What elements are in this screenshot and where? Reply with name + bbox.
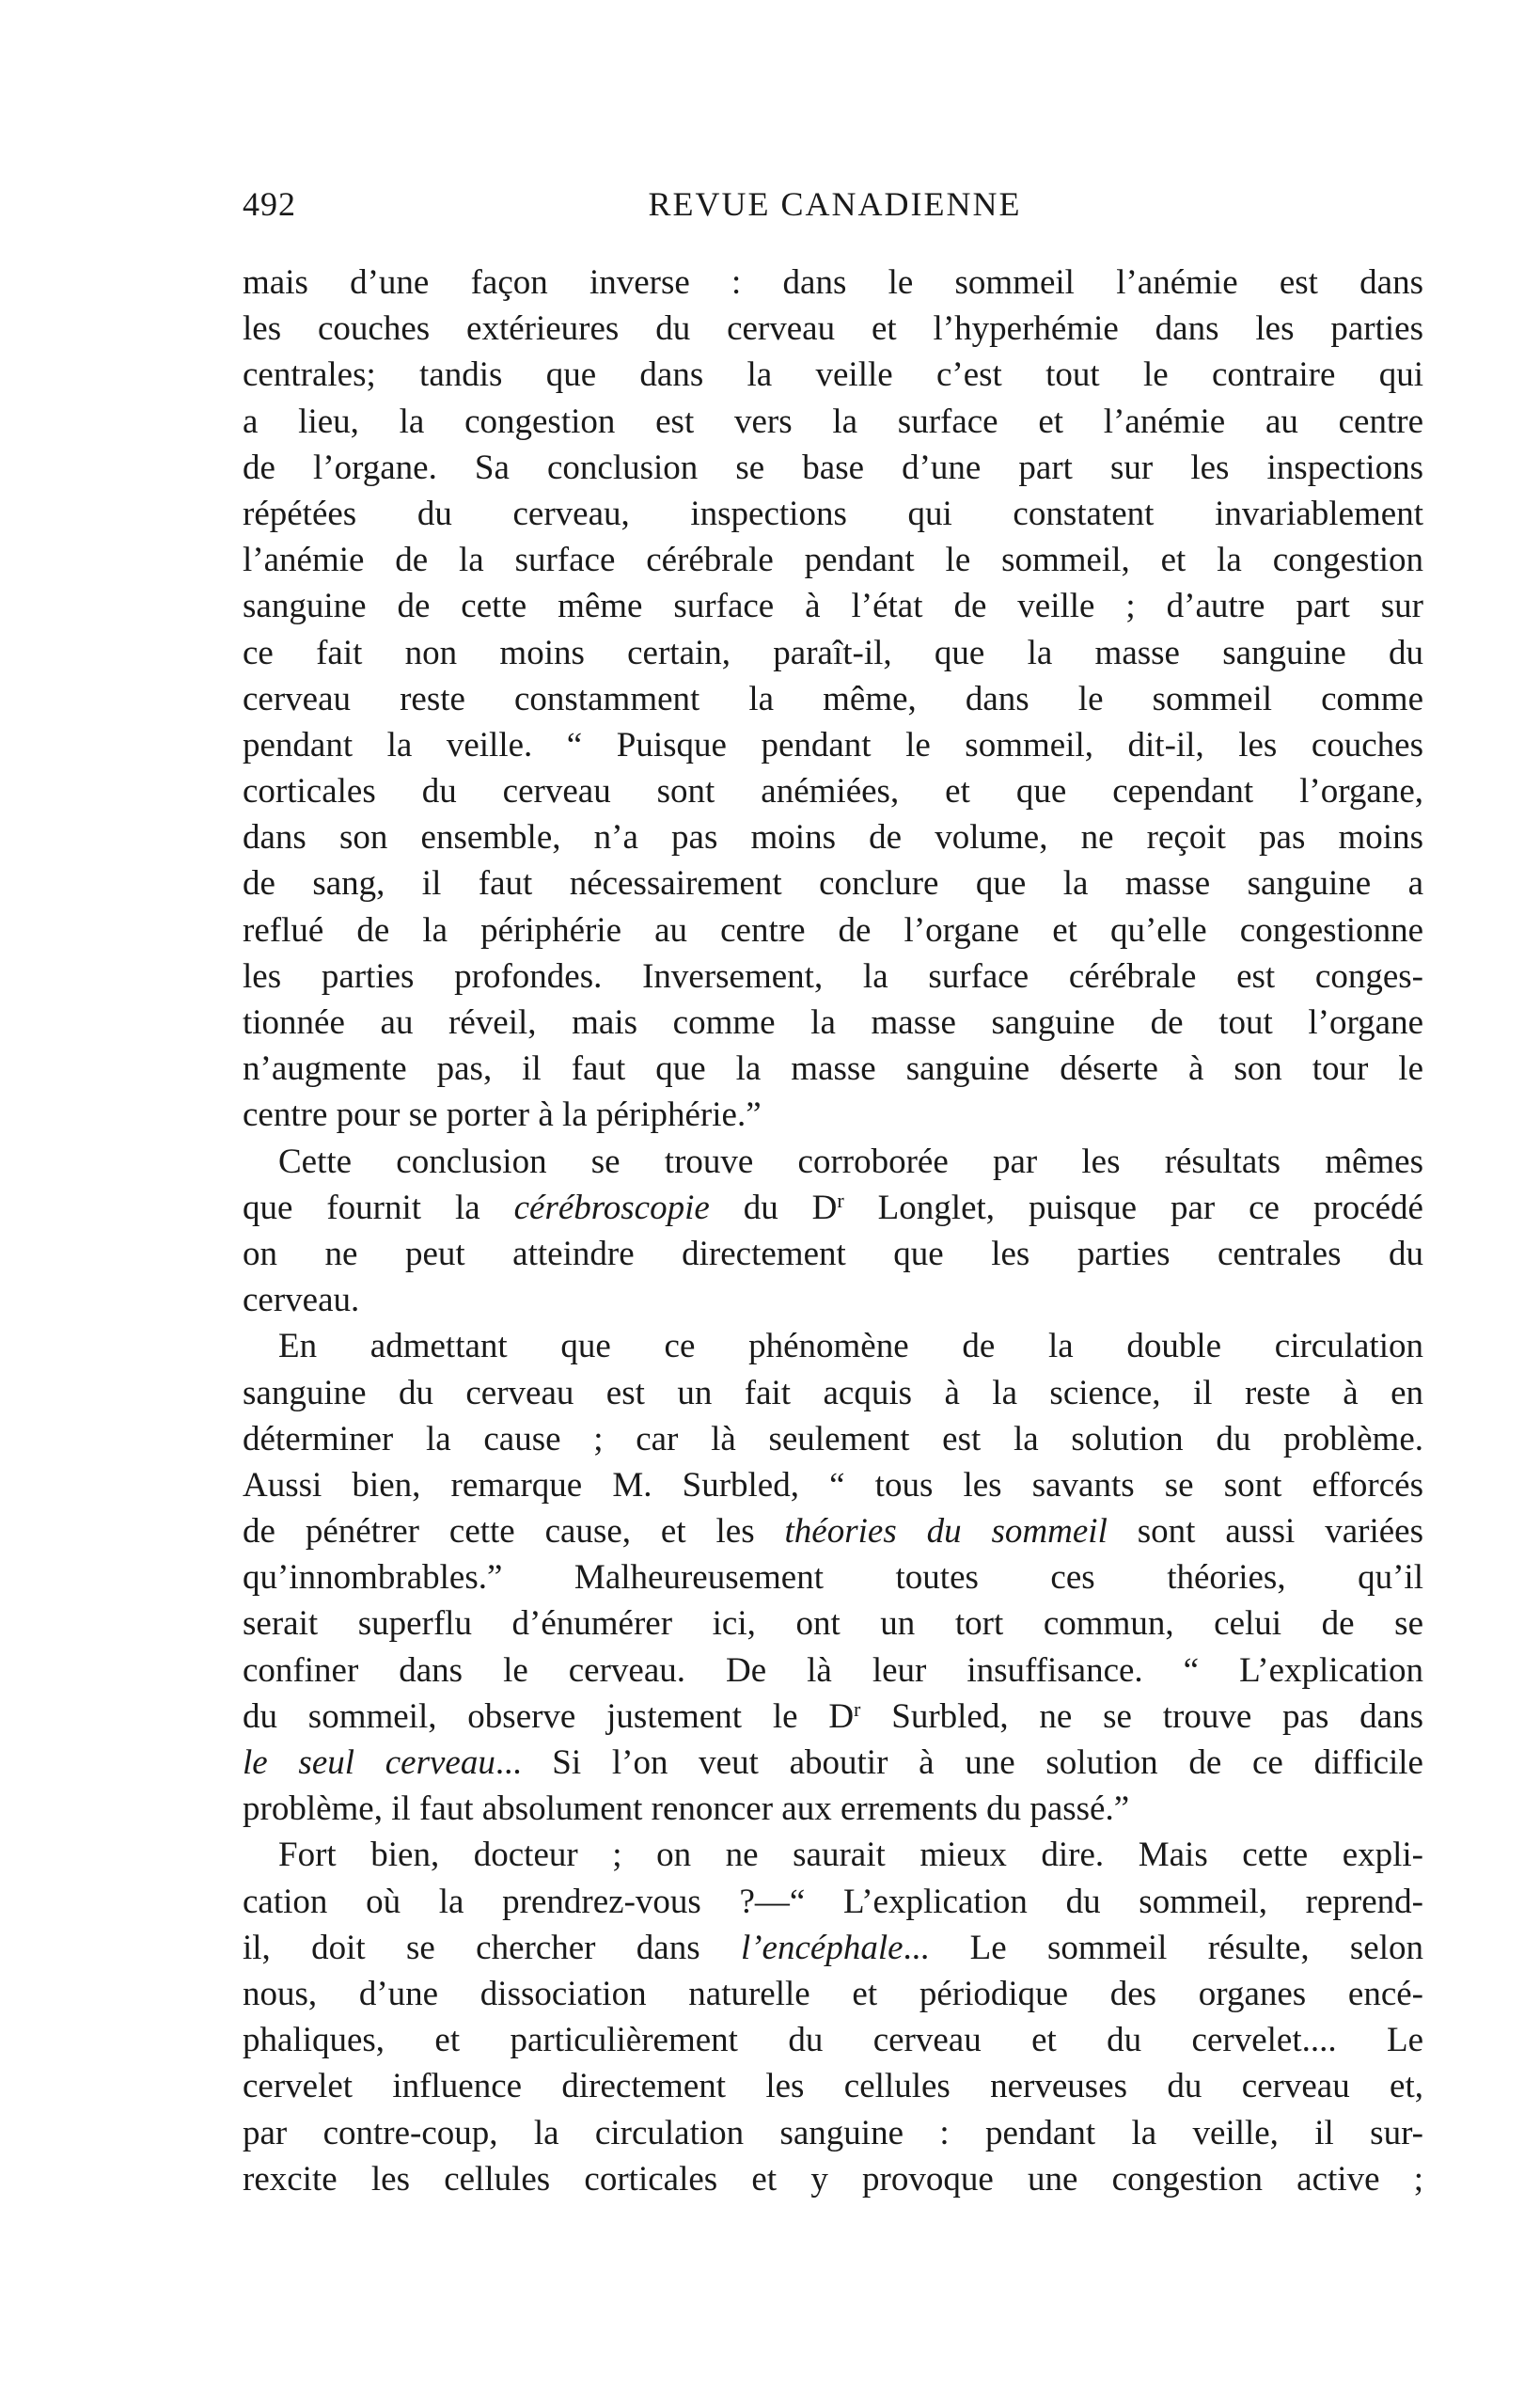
text-line <box>243 860 1423 906</box>
italic-text: le seul cerveau <box>243 1743 495 1782</box>
text-segment: Longlet, puisque par ce procédé <box>843 1188 1423 1227</box>
text-segment: problème, il faut absolument renoncer aux errements du passé.” <box>243 1789 1130 1829</box>
text-segment: les parties profondes. Inversement, la surface cérébrale est conges- <box>243 956 1423 996</box>
text-line <box>243 1832 1423 1878</box>
text-segment: sanguine de cette même surface à l’état de veille ; d’autre part sur <box>243 587 1423 626</box>
text-segment: reflué de la périphérie au centre de l’organe et qu’elle congestionne <box>243 910 1423 950</box>
text-line <box>243 1323 1423 1369</box>
text-line <box>243 1971 1423 2017</box>
text-segment: répétées du cerveau, inspections qui constatent invariablement <box>243 494 1423 533</box>
text-line <box>243 537 1423 583</box>
text-line <box>243 2017 1423 2063</box>
superscript: r <box>854 1696 861 1721</box>
text-line <box>243 399 1423 445</box>
italic-text: cérébroscopie <box>513 1188 710 1227</box>
superscript: r <box>837 1188 844 1212</box>
text-segment: Fort bien, docteur ; on ne saurait mieux dire. Mais cette expli- <box>278 1836 1423 1875</box>
text-segment: cervelet influence directement les cellules nerveuses du cerveau et, <box>243 2067 1423 2106</box>
text-line <box>243 491 1423 537</box>
text-segment: ... Le sommeil résulte, selon <box>903 1928 1423 1967</box>
text-line <box>243 630 1423 676</box>
text-line <box>243 1600 1423 1647</box>
text-line <box>243 352 1423 398</box>
text-segment: de l’organe. Sa conclusion se base d’une part sur les inspections <box>243 448 1423 487</box>
text-line <box>243 445 1423 491</box>
text-line <box>243 1925 1423 1971</box>
text-line <box>243 1694 1423 1740</box>
text-line <box>243 260 1423 306</box>
running-head <box>243 181 1427 228</box>
text-segment: par contre-coup, la circulation sanguine : pendant la veille, il sur- <box>243 2113 1423 2152</box>
text-segment: nous, d’une dissociation naturelle et périodique des organes encé- <box>243 1974 1423 2013</box>
text-line <box>243 1231 1423 1277</box>
text-line <box>243 1740 1423 1786</box>
text-line <box>243 1046 1423 1092</box>
text-line <box>243 583 1423 629</box>
text-line <box>243 306 1423 352</box>
text-line <box>243 1462 1423 1508</box>
text-segment: serait superflu d’énumérer ici, ont un tort commun, celui de se <box>243 1604 1423 1644</box>
text-segment: phaliques, et particulièrement du cerveau et du cervelet.... Le <box>243 2021 1423 2060</box>
text-segment: cerveau reste constamment la même, dans le sommeil comme <box>243 679 1423 718</box>
text-segment: déterminer la cause ; car là seulement est la solution du problème. <box>243 1419 1423 1458</box>
text-segment: centrales; tandis que dans la veille c’est tout le contraire qui <box>243 355 1423 395</box>
text-line <box>243 676 1423 722</box>
text-segment: que fournit la <box>243 1188 514 1227</box>
text-line <box>243 1554 1423 1600</box>
text-segment: pendant la veille. “ Puisque pendant le sommeil, dit-il, les couches <box>243 725 1423 765</box>
text-segment: qu’innombrables.” Malheureusement toutes ces théories, qu’il <box>243 1558 1423 1598</box>
text-line <box>243 1139 1423 1185</box>
text-segment: cerveau. <box>243 1281 360 1320</box>
text-line <box>243 1370 1423 1416</box>
text-segment: de pénétrer cette cause, et les <box>243 1512 785 1552</box>
text-line <box>243 1000 1423 1046</box>
text-segment: on ne peut atteindre directement que les parties centrales du <box>243 1234 1423 1273</box>
text-line <box>243 2063 1423 2109</box>
text-segment: sont aussi variées <box>1107 1512 1423 1552</box>
text-segment: l’anémie de la surface cérébrale pendant le sommeil, et la congestion <box>243 541 1423 580</box>
text-line <box>243 1786 1423 1832</box>
body-text <box>243 260 1423 2202</box>
text-segment: centre pour se porter à la périphérie.” <box>243 1096 762 1135</box>
text-segment: n’augmente pas, il faut que la masse sanguine déserte à son tour le <box>243 1049 1423 1089</box>
text-line <box>243 954 1423 1000</box>
text-segment: ce fait non moins certain, paraît-il, que la masse sanguine du <box>243 633 1423 672</box>
text-segment: Surbled, ne se trouve pas dans <box>860 1696 1423 1736</box>
text-line <box>243 2156 1423 2202</box>
text-line <box>243 2110 1423 2156</box>
text-segment: a lieu, la congestion est vers la surface et l’anémie au centre <box>243 402 1423 441</box>
text-segment: les couches extérieures du cerveau et l’hyperhémie dans les parties <box>243 309 1423 349</box>
text-line <box>243 768 1423 814</box>
page-number: 492 <box>243 185 296 223</box>
text-segment: dans son ensemble, n’a pas moins de volume, ne reçoit pas moins <box>243 818 1423 858</box>
text-line <box>243 1416 1423 1462</box>
text-line <box>243 907 1423 954</box>
text-line <box>243 1185 1423 1231</box>
text-segment: rexcite les cellules corticales et y provoque une congestion active ; <box>243 2159 1423 2199</box>
running-title: REVUE CANADIENNE <box>648 185 1022 223</box>
text-segment: sanguine du cerveau est un fait acquis à la science, il reste à en <box>243 1373 1423 1412</box>
text-line <box>243 1879 1423 1925</box>
italic-text: théories du sommeil <box>784 1512 1108 1552</box>
text-line <box>243 1277 1423 1323</box>
text-segment: ... Si l’on veut aboutir à une solution de ce difficile <box>495 1743 1423 1782</box>
text-segment: du D <box>709 1188 838 1227</box>
text-segment: de sang, il faut nécessairement conclure que la masse sanguine a <box>243 864 1423 904</box>
text-line <box>243 722 1423 768</box>
text-segment: En admettant que ce phénomène de la double circulation <box>278 1327 1423 1366</box>
text-segment: du sommeil, observe justement le D <box>243 1696 855 1736</box>
text-line <box>243 1092 1423 1138</box>
text-segment: confiner dans le cerveau. De là leur insuffisance. “ L’explication <box>243 1650 1423 1690</box>
text-segment: corticales du cerveau sont anémiées, et que cependant l’organe, <box>243 772 1423 812</box>
text-line <box>243 814 1423 860</box>
text-line <box>243 1647 1423 1694</box>
italic-text: l’encéphale <box>740 1928 904 1967</box>
text-segment: Cette conclusion se trouve corroborée par les résultats mêmes <box>278 1142 1423 1181</box>
text-segment: Aussi bien, remarque M. Surbled, “ tous les savants se sont efforcés <box>243 1465 1423 1505</box>
text-segment: cation où la prendrez-vous ?—“ L’explication du sommeil, reprend- <box>243 1882 1423 1921</box>
text-segment: tionnée au réveil, mais comme la masse sanguine de tout l’organe <box>243 1003 1423 1042</box>
text-segment: il, doit se chercher dans <box>243 1928 741 1967</box>
text-segment: mais d’une façon inverse : dans le sommeil l’anémie est dans <box>243 263 1423 302</box>
text-line <box>243 1508 1423 1554</box>
